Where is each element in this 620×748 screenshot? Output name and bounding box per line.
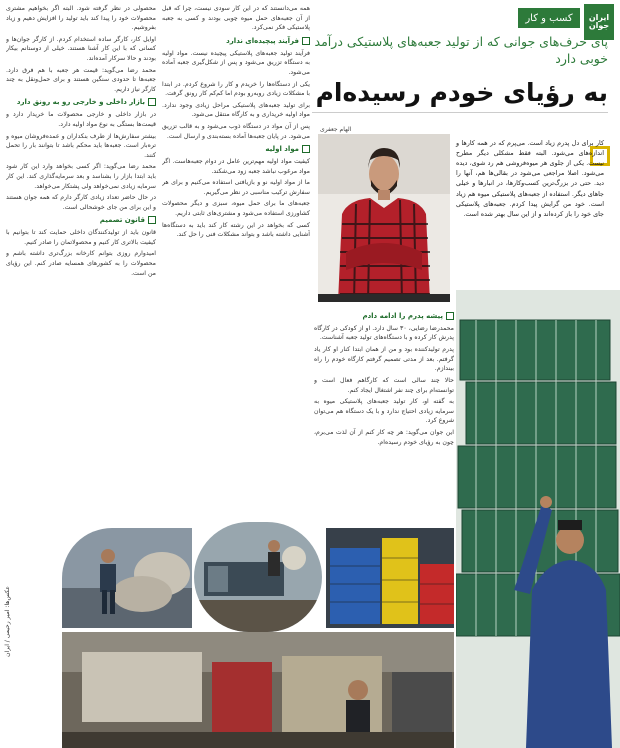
paragraph: به گفته او، کار تولید جعبه‌های پلاستیکی میوه به سرمایه زیادی احتیاج ندارد و با یک دستگاه هم می‌توان شروع کرد. bbox=[314, 398, 454, 425]
paragraph: همه می‌دانستند که در این کار سودی نیست، چرا که قبل از آن جعبه‌های حمل میوه چوبی بودند و کسی به جعبه پلاستیکی فکر نمی‌کرد. bbox=[162, 5, 310, 32]
brand-line-1: ایران bbox=[588, 12, 610, 22]
paragraph: محمد رضا می‌گوید: قیمت هر جعبه با هم فرق دارد. جعبه‌ها تا حدودی سنگین هستند و برای حمل‌ونقل به چند کارگر نیاز داریم. bbox=[6, 66, 156, 93]
paragraph: محمد رضا می‌گوید: اگر کسی بخواهد وارد این کار شود باید ابتدا بازار را بشناسد و بعد سرمایه‌گذاری کند. این کار سرمایه زیادی نمی‌خواهد ولی پشتکار می‌خواهد. bbox=[6, 163, 156, 190]
brand-line-2: جوان bbox=[588, 21, 610, 30]
subheading bbox=[6, 215, 156, 226]
paragraph: محمدرضا رضایی، ۳۰ سال دارد. او از کودکی در کارگاه پدرش کار کرده و با دستگاه‌های تولید جعبه آشناست. bbox=[314, 324, 454, 342]
square-bullet-icon bbox=[148, 98, 156, 106]
square-bullet-icon bbox=[302, 145, 310, 153]
paragraph: اوایل کار، کارگر ساده استخدام کردم. از کارگر جوان‌ها و کسانی که با این کار آشنا هستند. خیلی از دوستانم بیکار بودند و حالا سرکار آمده‌اند. bbox=[6, 35, 156, 63]
paragraph: پدرم تولیدکننده بود و من از همان ابتدا کنار او کار یاد گرفتم. بعد از مدتی تصمیم گرفتم کارگاه خودم را راه بیندازم. bbox=[314, 346, 454, 373]
paragraph: فرآیند تولید جعبه‌های پلاستیکی پیچیده نیست. مواد اولیه به دستگاه تزریق می‌شود و پس از شکل‌گیری جعبه آماده می‌شود. bbox=[162, 49, 310, 76]
subheading bbox=[314, 311, 454, 322]
paragraph: امیدوارم روزی بتوانم کارخانه بزرگ‌تری داشته باشم و محصولات را به کشورهای همسایه صادر کنم. این رؤیای من است. bbox=[6, 250, 156, 277]
subheading-text: قانون تصمیم bbox=[99, 216, 145, 225]
paragraph: محصولی در نظر گرفته شود. البته اگر بخواهیم مشتری محصولات خود را پیدا کند باید تولید را افزایش دهیم و زیاد بفروشیم. bbox=[6, 5, 156, 32]
crates-photo bbox=[456, 290, 620, 748]
paragraph: قانون باید از تولیدکنندگان داخلی حمایت کند تا بتوانیم با کیفیت بالاتری کار کنیم و محصولاتمان را صادر کنیم. bbox=[6, 229, 156, 246]
author-byline: الهام جعفری bbox=[320, 126, 352, 133]
square-bullet-icon bbox=[302, 37, 310, 45]
paragraph: این جوان می‌گوید: هر چه کار کنم از آن لذت می‌برم، چون به رؤیای خودم رسیده‌ام. bbox=[314, 428, 454, 446]
factory-floor-photo bbox=[62, 632, 454, 748]
subheading-text: فرآیند پیچیده‌ای ندارد bbox=[226, 36, 299, 45]
subheading bbox=[162, 36, 310, 47]
subheading bbox=[6, 97, 156, 108]
body-column-bottom bbox=[314, 308, 454, 522]
workshop-photo-3 bbox=[326, 528, 454, 628]
header-divider bbox=[312, 112, 608, 113]
paragraph: در حال حاضر تعداد زیادی کارگر دارم که همه جوان هستند و این برای من جای خوشحالی است. bbox=[6, 194, 156, 211]
subheading bbox=[162, 144, 310, 155]
workshop-photo-2 bbox=[194, 522, 322, 632]
workshop-photo-1 bbox=[62, 528, 192, 628]
paragraph: یکی از دستگاه‌ها را خریدم و کار را شروع کردم. در ابتدا با مشکلات زیادی روبه‌رو بودم اما کم‌کم کار رونق گرفت. bbox=[162, 80, 310, 98]
portrait-photo bbox=[318, 134, 450, 302]
paragraph: جعبه‌های ما برای حمل میوه، سبزی و دیگر محصولات کشاورزی استفاده می‌شود و مشتری‌های ثابتی داریم. bbox=[162, 200, 310, 218]
paragraph: کیفیت مواد اولیه مهم‌ترین عامل در دوام جعبه‌هاست. اگر مواد مرغوب نباشد جعبه زود می‌شکند. bbox=[162, 158, 310, 175]
paragraph: در بازار داخلی و خارجی محصولات ما خریدار دارد و قیمت‌ها بستگی به نوع مواد اولیه دارد. bbox=[6, 111, 156, 128]
paragraph: حالا چند سالی است که کارگاهم فعال است و توانسته‌ام برای چند نفر اشتغال ایجاد کنم. bbox=[314, 376, 454, 394]
body-column-left bbox=[6, 4, 156, 522]
subheading-text: بازار داخلی و خارجی رو به رونق دارد bbox=[16, 98, 145, 107]
headline: به رؤیای خودم رسیده‌ام bbox=[315, 78, 608, 107]
intro-paragraph: کار برای دل پدرم زیاد است. می‌پرم که در همه کارها و اندازه‌های می‌شود. البته فقط مشکلی دیگر مطرح نیست. یکی از جلوی هر میوه‌فروشی هم رد شوی، دیده می‌شود. اصلا مراجعی می‌شود در بقالی‌ها هم، آنها را دید. حتی در بزرگ‌ترین کسب‌وکارها، در انبارها و خیلی جاهای دیگر. استفاده از جعبه‌های پلاستیکی میوه هم زیاد است. خود من گرایش پیدا کردم. جعبه‌های پلاستیکی جای خود را باز کرده‌اند و از این سال بهتر شده است. bbox=[456, 139, 604, 218]
kicker: پای حرف‌های جوانی که از تولید جعبه‌های پلاستیکی درآمد خوبی دارد bbox=[314, 34, 608, 66]
subheading-text: پیشه پدرم را ادامه دادم bbox=[362, 312, 443, 320]
square-bullet-icon bbox=[148, 216, 156, 224]
paragraph: برای تولید جعبه‌های پلاستیکی مراحل زیادی وجود ندارد. مواد اولیه خریداری و به کارگاه منتقل می‌شود. bbox=[162, 101, 310, 119]
paragraph: بیشتر سفارش‌ها از طرف بنکداران و عمده‌فروشان میوه و تره‌بار است. جعبه‌ها باید محکم باشد تا بتوانند بار را تحمل کنند. bbox=[6, 132, 156, 159]
section-label: کسب و کار bbox=[518, 8, 580, 28]
subheading-text: مواد اولیه bbox=[265, 145, 299, 154]
square-bullet-icon bbox=[446, 312, 454, 320]
body-column-middle bbox=[162, 4, 310, 522]
paragraph: پس از آن مواد در دستگاه ذوب می‌شود و به قالب تزریق می‌شود. در پایان جعبه‌ها آماده بسته‌بندی و ارسال است. bbox=[162, 122, 310, 140]
paragraph: ما از مواد اولیه نو و بازیافتی استفاده می‌کنیم و برای هر سفارش ترکیب مناسبی در نظر می‌گیریم. bbox=[162, 179, 310, 196]
paragraph: کسی که بخواهد در این رشته کار کند باید به دستگاه‌ها آشنایی داشته باشد و بتواند مشکلات فنی را حل کند. bbox=[162, 221, 310, 239]
photo-credit: عکس‌ها: امیر رحیمی / ایران bbox=[4, 586, 11, 657]
